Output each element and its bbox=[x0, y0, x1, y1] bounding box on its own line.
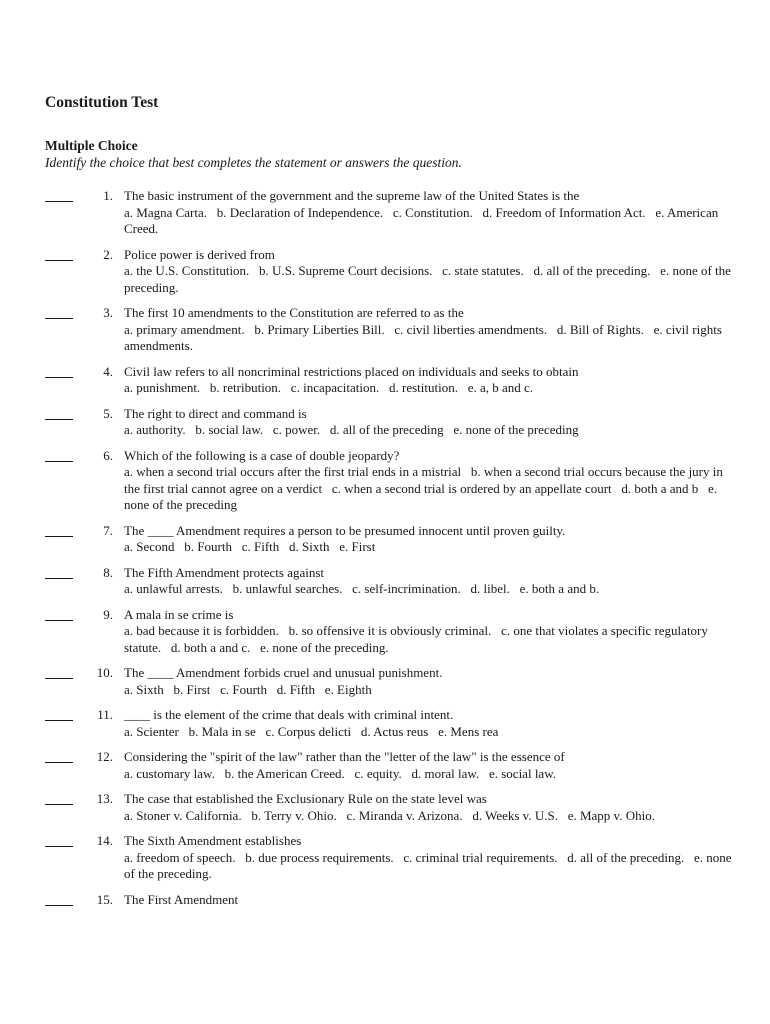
question-number: 9. bbox=[103, 606, 113, 622]
question-stem: The basic instrument of the government and the supreme law of the United States is the bbox=[124, 188, 580, 203]
question-choices: a. unlawful arrests. b. unlawful searches. c. self-incrimination. d. libel. e. both a and b. bbox=[124, 581, 600, 596]
question-7 bbox=[45, 523, 735, 556]
question-body bbox=[113, 892, 735, 909]
document-title: Constitution Test bbox=[45, 94, 159, 111]
question-body bbox=[113, 833, 735, 883]
question-15 bbox=[45, 892, 735, 909]
question-number: 11. bbox=[97, 707, 113, 722]
question-choices: a. primary amendment. b. Primary Liberties Bill. c. civil liberties amendments. d. Bill of Rights. e. civil rights amendments. bbox=[124, 321, 726, 353]
question-number: 1. bbox=[103, 188, 113, 203]
question-stem: The First Amendment bbox=[124, 891, 239, 907]
answer-blank[interactable] bbox=[45, 708, 73, 721]
question-choices: a. Magna Carta. b. Declaration of Independence. c. Constitution. d. Freedom of Information Act. e. American Creed. bbox=[124, 204, 722, 236]
question-stem: A mala in se crime is bbox=[124, 606, 234, 622]
question-10 bbox=[45, 665, 735, 698]
question-choices: a. when a second trial occurs after the first trial ends in a mistrial b. when a second trial occurs because the jury in the first trial cannot agree on a verdict c. when a second trial is ordered by an appellate court d. both a and b e. none of the preceding bbox=[124, 464, 727, 512]
answer-blank[interactable] bbox=[45, 248, 73, 261]
question-number: 5. bbox=[103, 405, 113, 421]
question-5 bbox=[45, 406, 735, 439]
answer-blank[interactable] bbox=[45, 449, 73, 462]
question-body bbox=[113, 665, 735, 698]
question-choices: a. authority. b. social law. c. power. d. all of the preceding e. none of the preceding bbox=[124, 422, 579, 437]
question-stem: The first 10 amendments to the Constitution are referred to as the bbox=[124, 305, 464, 320]
question-body bbox=[113, 791, 735, 824]
question-body bbox=[113, 305, 735, 355]
question-choices: a. Stoner v. California. b. Terry v. Ohio. c. Miranda v. Arizona. d. Weeks v. U.S. e. Mapp v. Ohio. bbox=[124, 807, 655, 823]
question-number: 4. bbox=[103, 363, 113, 379]
question-body bbox=[113, 406, 735, 439]
question-stem: ____ is the element of the crime that deals with criminal intent. bbox=[124, 707, 454, 722]
question-9 bbox=[45, 607, 735, 657]
question-stem: Considering the "spirit of the law" rather than the "letter of the law" is the essence of bbox=[124, 749, 565, 764]
answer-blank[interactable] bbox=[45, 524, 73, 537]
question-stem: Which of the following is a case of double jeopardy? bbox=[124, 447, 400, 463]
question-6 bbox=[45, 448, 735, 514]
question-body bbox=[113, 749, 735, 782]
answer-blank[interactable] bbox=[45, 608, 73, 621]
question-number: 10. bbox=[96, 665, 113, 680]
question-number: 14. bbox=[96, 833, 113, 848]
question-body bbox=[113, 448, 735, 514]
test-page bbox=[45, 94, 735, 917]
question-body bbox=[113, 364, 735, 397]
question-number: 12. bbox=[96, 749, 113, 764]
question-13 bbox=[45, 791, 735, 824]
question-number: 13. bbox=[96, 791, 113, 806]
question-number: 7. bbox=[103, 522, 113, 538]
question-list bbox=[45, 188, 735, 908]
question-11 bbox=[45, 707, 735, 740]
question-choices: a. Second b. Fourth c. Fifth d. Sixth e. First bbox=[124, 539, 376, 554]
question-stem: Police power is derived from bbox=[124, 246, 275, 262]
answer-blank[interactable] bbox=[45, 365, 73, 378]
question-body bbox=[113, 247, 735, 297]
question-choices: a. freedom of speech. b. due process requirements. c. criminal trial requirements. d. all of the preceding. e. none of the preceding. bbox=[124, 849, 735, 881]
question-body bbox=[113, 707, 735, 740]
question-stem: The right to direct and command is bbox=[124, 405, 307, 421]
question-3 bbox=[45, 305, 735, 355]
question-stem: The case that established the Exclusionary Rule on the state level was bbox=[124, 791, 487, 806]
question-choices: a. Sixth b. First c. Fourth d. Fifth e. Eighth bbox=[124, 681, 372, 697]
question-choices: a. punishment. b. retribution. c. incapacitation. d. restitution. e. a, b and c. bbox=[124, 380, 534, 395]
answer-blank[interactable] bbox=[45, 189, 73, 202]
question-12 bbox=[45, 749, 735, 782]
question-choices: a. the U.S. Constitution. b. U.S. Supreme Court decisions. c. state statutes. d. all of the preceding. e. none of the preceding. bbox=[124, 263, 735, 295]
section-title: Multiple Choice bbox=[45, 138, 138, 153]
question-choices: a. customary law. b. the American Creed. c. equity. d. moral law. e. social law. bbox=[124, 765, 556, 781]
answer-blank[interactable] bbox=[45, 792, 73, 805]
question-stem: The Fifth Amendment protects against bbox=[124, 564, 325, 580]
question-4 bbox=[45, 364, 735, 397]
answer-blank[interactable] bbox=[45, 750, 73, 763]
answer-blank[interactable] bbox=[45, 834, 73, 847]
question-body bbox=[113, 607, 735, 657]
question-number: 3. bbox=[103, 305, 113, 320]
question-number: 8. bbox=[103, 564, 113, 580]
question-stem: The Sixth Amendment establishes bbox=[124, 833, 302, 848]
section-instructions: Identify the choice that best completes the statement or answers the question. bbox=[45, 155, 462, 170]
answer-blank[interactable] bbox=[45, 566, 73, 579]
question-stem: The ____ Amendment forbids cruel and unusual punishment. bbox=[124, 665, 443, 680]
answer-blank[interactable] bbox=[45, 407, 73, 420]
question-1 bbox=[45, 188, 735, 238]
answer-blank[interactable] bbox=[45, 666, 73, 679]
question-number: 6. bbox=[103, 447, 113, 463]
question-body bbox=[113, 523, 735, 556]
question-number: 2. bbox=[103, 246, 113, 262]
question-choices: a. bad because it is forbidden. b. so offensive it is obviously criminal. c. one that violates a specific regulatory statute. d. both a and c. e. none of the preceding. bbox=[124, 623, 712, 655]
answer-blank[interactable] bbox=[45, 893, 73, 906]
answer-blank[interactable] bbox=[45, 306, 73, 319]
question-stem: Civil law refers to all noncriminal restrictions placed on individuals and seeks to obtain bbox=[124, 363, 579, 379]
question-stem: The ____ Amendment requires a person to be presumed innocent until proven guilty. bbox=[124, 522, 566, 538]
question-8 bbox=[45, 565, 735, 598]
question-body bbox=[113, 565, 735, 598]
question-2 bbox=[45, 247, 735, 297]
question-body bbox=[113, 188, 735, 238]
question-choices: a. Scienter b. Mala in se c. Corpus delicti d. Actus reus e. Mens rea bbox=[124, 723, 499, 739]
question-14 bbox=[45, 833, 735, 883]
question-number: 15. bbox=[96, 891, 113, 907]
